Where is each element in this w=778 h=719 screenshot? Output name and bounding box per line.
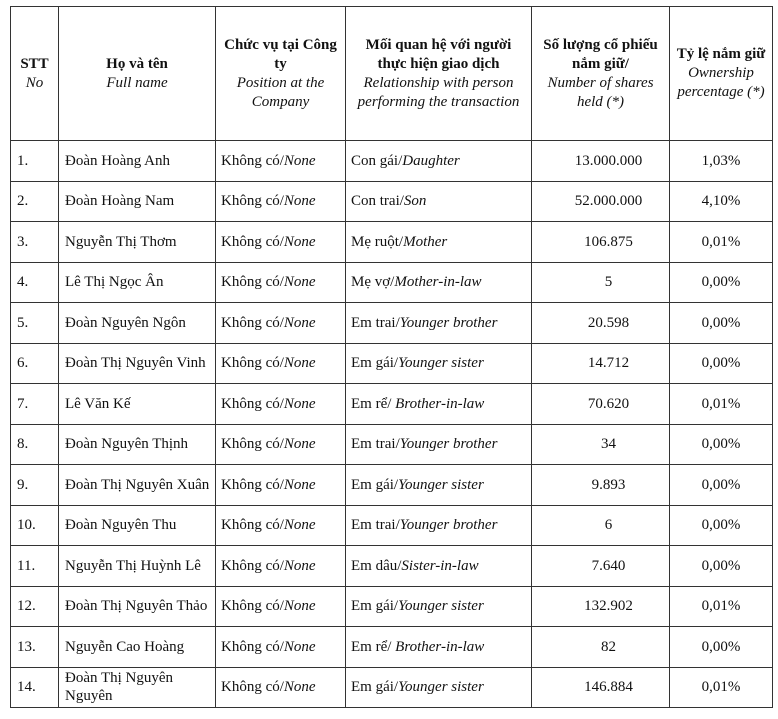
cell-ownership: 0,00% <box>670 424 773 465</box>
position-en: None <box>283 355 316 372</box>
relationship-vn: Mẹ vợ/ <box>351 274 395 291</box>
header-full-name: Họ và tên Full name <box>59 7 216 141</box>
cell-full-name: Đoàn Hoàng Anh <box>59 141 216 182</box>
relationship-vn: Em trai/ <box>351 314 400 331</box>
cell-position <box>216 343 346 384</box>
cell-relationship <box>346 181 532 222</box>
cell-relationship <box>346 667 532 708</box>
cell-ownership: 0,00% <box>670 262 773 303</box>
position-en: None <box>283 638 316 655</box>
cell-full-name: Đoàn Nguyên Thu <box>59 505 216 546</box>
cell-full-name: Đoàn Hoàng Nam <box>59 181 216 222</box>
cell-relationship <box>346 424 532 465</box>
table-row <box>11 667 773 708</box>
position-vn: Không có/ <box>221 152 284 169</box>
cell-stt: 3. <box>11 222 59 263</box>
cell-relationship <box>346 141 532 182</box>
cell-position <box>216 222 346 263</box>
cell-full-name: Đoàn Thị Nguyên Vinh <box>59 343 216 384</box>
cell-stt: 9. <box>11 465 59 506</box>
relationship-vn: Em gái/ <box>351 476 399 493</box>
cell-stt: 12. <box>11 586 59 627</box>
position-vn: Không có/ <box>221 233 284 250</box>
cell-stt: 11. <box>11 546 59 587</box>
cell-ownership: 0,01% <box>670 384 773 425</box>
position-en: None <box>283 274 316 291</box>
cell-shares-held: 34 <box>532 424 670 465</box>
relationship-vn: Em trai/ <box>351 436 400 453</box>
cell-position <box>216 141 346 182</box>
position-en: None <box>283 436 316 453</box>
table-row <box>11 465 773 506</box>
cell-position <box>216 384 346 425</box>
cell-position <box>216 424 346 465</box>
cell-relationship <box>346 465 532 506</box>
position-en: None <box>283 557 316 574</box>
relationship-en: Younger sister <box>398 679 484 696</box>
relationship-en: Younger brother <box>399 436 498 453</box>
relationship-en: Mother-in-law <box>394 274 482 291</box>
table-row <box>11 586 773 627</box>
relationship-en: Daughter <box>402 152 460 169</box>
relationship-vn: Em gái/ <box>351 679 399 696</box>
relationship-en: Brother-in-law <box>391 395 485 412</box>
cell-full-name: Nguyễn Cao Hoàng <box>59 627 216 668</box>
cell-shares-held: 14.712 <box>532 343 670 384</box>
position-vn: Không có/ <box>221 476 284 493</box>
cell-full-name: Nguyễn Thị Huỳnh Lê <box>59 546 216 587</box>
position-en: None <box>283 193 316 210</box>
cell-full-name: Đoàn Nguyên Thịnh <box>59 424 216 465</box>
cell-stt: 8. <box>11 424 59 465</box>
cell-relationship <box>346 222 532 263</box>
cell-full-name: Đoàn Thị Nguyên Thảo <box>59 586 216 627</box>
cell-stt: 13. <box>11 627 59 668</box>
position-en: None <box>283 679 316 696</box>
cell-ownership: 0,01% <box>670 667 773 708</box>
cell-full-name: Lê Văn Kế <box>59 384 216 425</box>
header-stt: STT No <box>11 7 59 141</box>
relationship-en: Younger sister <box>398 476 484 493</box>
header-ownership: Tỷ lệ nắm giữ Ownership percentage (*) <box>670 7 773 141</box>
cell-relationship <box>346 505 532 546</box>
position-vn: Không có/ <box>221 395 284 412</box>
relationship-vn: Em rể/ <box>351 638 392 655</box>
relationship-en: Mother <box>403 233 448 250</box>
cell-stt: 1. <box>11 141 59 182</box>
relationship-en: Sister-in-law <box>401 557 479 574</box>
table-row <box>11 141 773 182</box>
relationship-en: Younger sister <box>398 355 484 372</box>
cell-position <box>216 181 346 222</box>
header-relationship: Mối quan hệ với người thực hiện giao dịch Relationship with person performing the transaction <box>346 7 532 141</box>
header-position: Chức vụ tại Công ty Position at the Company <box>216 7 346 141</box>
cell-relationship <box>346 627 532 668</box>
cell-position <box>216 262 346 303</box>
position-en: None <box>283 395 316 412</box>
cell-position <box>216 303 346 344</box>
cell-shares-held: 52.000.000 <box>532 181 670 222</box>
table-body <box>11 141 773 708</box>
cell-ownership: 0,01% <box>670 586 773 627</box>
relationship-en: Younger sister <box>398 598 484 615</box>
relationship-en: Brother-in-law <box>391 638 485 655</box>
position-en: None <box>283 233 316 250</box>
table-row <box>11 384 773 425</box>
cell-relationship <box>346 262 532 303</box>
cell-stt: 6. <box>11 343 59 384</box>
relationship-en: Son <box>403 193 427 210</box>
position-en: None <box>283 152 316 169</box>
table-row <box>11 505 773 546</box>
table-row <box>11 546 773 587</box>
cell-full-name: Đoàn Thị Nguyên Nguyên <box>59 667 216 708</box>
cell-position <box>216 627 346 668</box>
cell-ownership: 4,10% <box>670 181 773 222</box>
cell-ownership: 0,00% <box>670 465 773 506</box>
cell-shares-held: 82 <box>532 627 670 668</box>
relationship-en: Younger brother <box>399 314 498 331</box>
relationship-vn: Em trai/ <box>351 517 400 534</box>
position-vn: Không có/ <box>221 598 284 615</box>
position-en: None <box>283 517 316 534</box>
table-row <box>11 262 773 303</box>
cell-position <box>216 667 346 708</box>
table-row <box>11 303 773 344</box>
table-row <box>11 627 773 668</box>
cell-relationship <box>346 384 532 425</box>
cell-relationship <box>346 303 532 344</box>
cell-shares-held: 146.884 <box>532 667 670 708</box>
cell-relationship <box>346 546 532 587</box>
cell-stt: 14. <box>11 667 59 708</box>
cell-relationship <box>346 586 532 627</box>
table-row <box>11 424 773 465</box>
relationship-vn: Em gái/ <box>351 355 399 372</box>
position-vn: Không có/ <box>221 274 284 291</box>
cell-position <box>216 465 346 506</box>
table-row <box>11 181 773 222</box>
cell-relationship <box>346 343 532 384</box>
cell-ownership: 0,01% <box>670 222 773 263</box>
cell-stt: 2. <box>11 181 59 222</box>
cell-shares-held: 20.598 <box>532 303 670 344</box>
relationship-en: Younger brother <box>399 517 498 534</box>
cell-shares-held: 7.640 <box>532 546 670 587</box>
position-vn: Không có/ <box>221 436 284 453</box>
cell-position <box>216 586 346 627</box>
relationship-vn: Em rể/ <box>351 395 392 412</box>
cell-shares-held: 13.000.000 <box>532 141 670 182</box>
cell-ownership: 0,00% <box>670 546 773 587</box>
cell-full-name: Đoàn Nguyên Ngôn <box>59 303 216 344</box>
relationship-vn: Con trai/ <box>351 193 404 210</box>
related-persons-table <box>10 6 773 708</box>
relationship-vn: Em dâu/ <box>351 557 402 574</box>
cell-ownership: 0,00% <box>670 505 773 546</box>
position-en: None <box>283 598 316 615</box>
position-vn: Không có/ <box>221 638 284 655</box>
relationship-vn: Em gái/ <box>351 598 399 615</box>
position-vn: Không có/ <box>221 193 284 210</box>
document-page <box>10 6 778 708</box>
position-vn: Không có/ <box>221 679 284 696</box>
cell-position <box>216 546 346 587</box>
cell-ownership: 0,00% <box>670 343 773 384</box>
table-header-row <box>11 7 773 141</box>
position-vn: Không có/ <box>221 557 284 574</box>
cell-position <box>216 505 346 546</box>
position-en: None <box>283 314 316 331</box>
cell-ownership: 0,00% <box>670 627 773 668</box>
cell-full-name: Lê Thị Ngọc Ân <box>59 262 216 303</box>
cell-stt: 5. <box>11 303 59 344</box>
cell-shares-held: 70.620 <box>532 384 670 425</box>
cell-shares-held: 6 <box>532 505 670 546</box>
cell-stt: 10. <box>11 505 59 546</box>
position-en: None <box>283 476 316 493</box>
relationship-vn: Con gái/ <box>351 152 403 169</box>
cell-shares-held: 106.875 <box>532 222 670 263</box>
cell-ownership: 0,00% <box>670 303 773 344</box>
position-vn: Không có/ <box>221 355 284 372</box>
cell-stt: 7. <box>11 384 59 425</box>
cell-shares-held: 132.902 <box>532 586 670 627</box>
header-shares-held: Số lượng cổ phiếu nắm giữ/ Number of shares held (*) <box>532 7 670 141</box>
cell-shares-held: 9.893 <box>532 465 670 506</box>
cell-full-name: Đoàn Thị Nguyên Xuân <box>59 465 216 506</box>
cell-full-name: Nguyễn Thị Thơm <box>59 222 216 263</box>
relationship-vn: Mẹ ruột/ <box>351 233 404 250</box>
table-row <box>11 222 773 263</box>
position-vn: Không có/ <box>221 314 284 331</box>
position-vn: Không có/ <box>221 517 284 534</box>
cell-ownership: 1,03% <box>670 141 773 182</box>
cell-shares-held: 5 <box>532 262 670 303</box>
cell-stt: 4. <box>11 262 59 303</box>
table-row <box>11 343 773 384</box>
